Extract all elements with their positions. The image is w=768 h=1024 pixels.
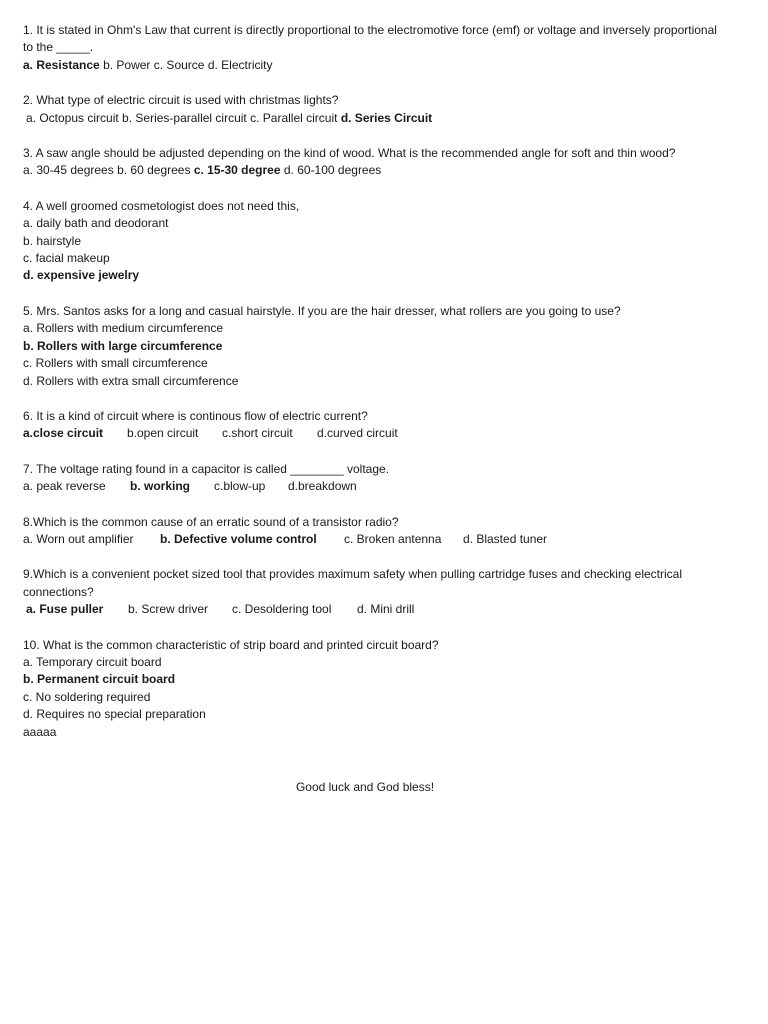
answer-option-correct: c. 15-30 degree xyxy=(193,163,281,178)
option: b. hairstyle xyxy=(23,233,82,248)
option: c. facial makeup xyxy=(23,251,110,266)
option: b. Screw driver xyxy=(128,602,209,617)
question-2 xyxy=(23,92,723,127)
answer-option-correct: a. Fuse puller xyxy=(26,602,104,617)
option: d.curved circuit xyxy=(317,426,398,441)
answer-option-correct xyxy=(23,267,723,284)
answer-option-correct: d. Series Circuit xyxy=(340,110,433,125)
option: c.blow-up xyxy=(214,479,266,494)
question-stem: 5. Mrs. Santos asks for a long and casual hairstyle. If you are the hair dresser, what rollers are you going to use? xyxy=(23,303,621,318)
answer-option-correct: b. working xyxy=(130,479,190,494)
answer-option-text: d. expensive jewelry xyxy=(23,268,140,283)
question-stem: 4. A well groomed cosmetologist does not need this, xyxy=(23,198,300,213)
option: c. Broken antenna xyxy=(344,531,442,546)
question-stem: 1. It is stated in Ohm's Law that current is directly proportional to the electromotive force (emf) or voltage and inversely proportional to the _____. xyxy=(23,23,717,55)
question-stem: 6. It is a kind of circuit where is continous flow of electric current? xyxy=(23,408,368,423)
option: b. Power xyxy=(103,57,151,72)
option: d.breakdown xyxy=(288,479,357,494)
option: b.open circuit xyxy=(127,426,199,441)
option: a. Worn out amplifier xyxy=(23,531,134,546)
answer-option-correct: b. Defective volume control xyxy=(160,531,317,546)
option: a. Octopus circuit xyxy=(26,110,119,125)
answer-option-correct xyxy=(23,338,723,355)
option: a. daily bath and deodorant xyxy=(23,216,169,231)
option: a. Temporary circuit board xyxy=(23,654,162,669)
options-row xyxy=(23,601,723,618)
option: d. 60-100 degrees xyxy=(283,163,382,178)
option: c. Rollers with small circumference xyxy=(23,356,208,371)
question-stem: 10. What is the common characteristic of strip board and printed circuit board? xyxy=(23,637,439,652)
question-5 xyxy=(23,303,723,390)
question-7 xyxy=(23,461,723,496)
option: a. 30-45 degrees xyxy=(23,163,114,178)
question-stem: 7. The voltage rating found in a capacitor is called ________ voltage. xyxy=(23,461,390,476)
question-4 xyxy=(23,198,723,285)
option: d. Rollers with extra small circumference xyxy=(23,373,239,388)
options-row xyxy=(23,57,723,74)
closing-message: Good luck and God bless! xyxy=(295,780,435,794)
question-8 xyxy=(23,514,723,549)
answer-option-correct: a.close circuit xyxy=(23,426,104,441)
option: c.short circuit xyxy=(222,426,293,441)
option: d. Mini drill xyxy=(357,602,415,617)
question-stem: 3. A saw angle should be adjusted depending on the kind of wood. What is the recommended angle for soft and thin wood? xyxy=(23,146,676,161)
option: a. peak reverse xyxy=(23,479,106,494)
quiz-body xyxy=(23,22,723,759)
question-9 xyxy=(23,566,723,618)
option: c. No soldering required xyxy=(23,689,151,704)
option: d. Electricity xyxy=(207,57,273,72)
option: d. Requires no special preparation xyxy=(23,707,206,722)
option: c. Desoldering tool xyxy=(232,602,332,617)
option: a. Rollers with medium circumference xyxy=(23,321,224,336)
question-stem: 2. What type of electric circuit is used with christmas lights? xyxy=(23,93,339,108)
options-row xyxy=(23,531,723,548)
option: d. Blasted tuner xyxy=(463,531,548,546)
answer-option-text: b. Rollers with large circumference xyxy=(23,338,223,353)
option: c. Source xyxy=(153,57,205,72)
question-1 xyxy=(23,22,723,74)
answer-option-correct: a. Resistance xyxy=(23,57,100,72)
options-row xyxy=(23,110,723,127)
answer-option-text: b. Permanent circuit board xyxy=(23,672,176,687)
question-6 xyxy=(23,408,723,443)
options-row xyxy=(23,425,723,442)
option: c. Parallel circuit xyxy=(250,110,338,125)
answer-option-correct xyxy=(23,671,723,688)
trailing-text: aaaaa xyxy=(23,724,57,739)
question-3 xyxy=(23,145,723,180)
option: b. Series-parallel circuit xyxy=(122,110,247,125)
question-stem: 9.Which is a convenient pocket sized tool that provides maximum safety when pulling cartridge fuses and checking electrical connections? xyxy=(23,567,682,599)
options-row xyxy=(23,478,723,495)
question-10 xyxy=(23,637,723,741)
options-row xyxy=(23,162,723,179)
option: b. 60 degrees xyxy=(117,163,191,178)
question-stem: 8.Which is the common cause of an erratic sound of a transistor radio? xyxy=(23,514,399,529)
